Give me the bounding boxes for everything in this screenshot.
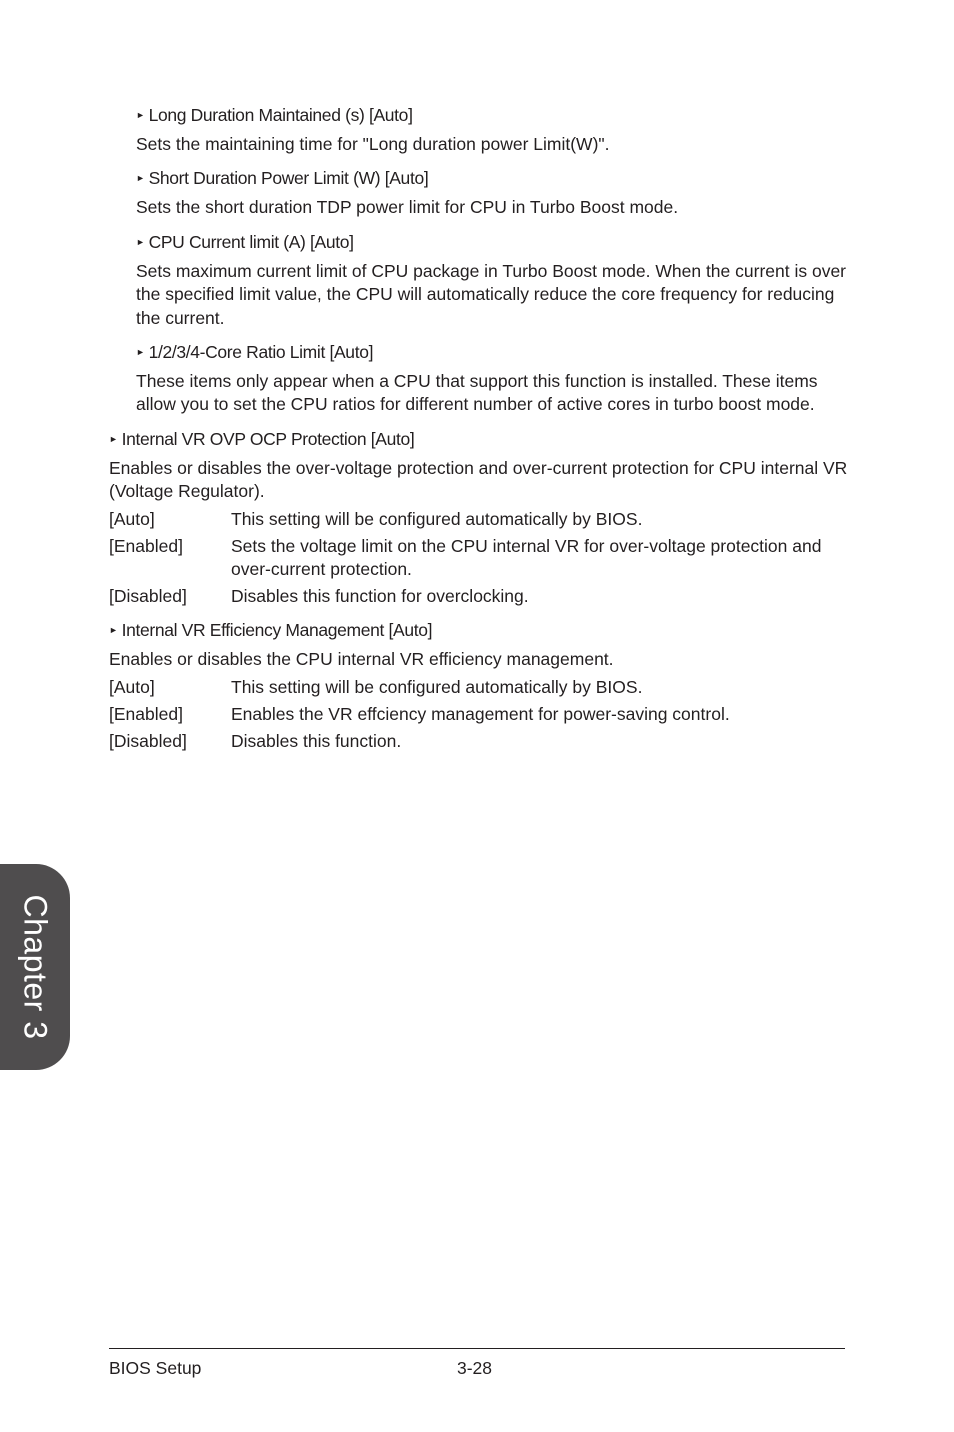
item-heading: [109, 428, 849, 453]
sub-item: [136, 231, 849, 330]
item-title: Short Duration Power Limit (W) [Auto]: [148, 168, 429, 189]
item-title: Long Duration Maintained (s) [Auto]: [148, 105, 413, 125]
item-description: Sets the maintaining time for "Long duration power Limit(W)".: [136, 134, 610, 154]
item-title: Internal VR OVP OCP Protection [Auto]: [121, 428, 415, 449]
option-key: [Disabled]: [109, 730, 187, 751]
footer-section-title: BIOS Setup: [109, 1358, 202, 1378]
option-key: [Enabled]: [109, 535, 183, 556]
item-title: Internal VR Efficiency Management [Auto]: [121, 620, 433, 641]
sub-item: [136, 341, 849, 417]
page-number: 3-28: [457, 1358, 493, 1378]
option-description: Enables the VR effciency management for power-saving control.: [231, 703, 730, 724]
option-key: [Enabled]: [109, 703, 183, 724]
triangle-right-icon: ►: [109, 433, 118, 444]
chapter-tab: [0, 864, 70, 1070]
option-description: Disables this function.: [231, 730, 402, 751]
option-row: [109, 585, 849, 608]
item-heading: [136, 167, 849, 192]
chapter-label: Chapter 3: [17, 894, 54, 1040]
footer-divider: [109, 1348, 845, 1349]
triangle-right-icon: ►: [136, 347, 145, 358]
sub-item: [136, 104, 849, 156]
option-row: [109, 535, 849, 582]
item-heading: [136, 341, 849, 366]
option-list: [109, 508, 849, 609]
option-key: [Auto]: [109, 676, 155, 697]
option-row: [109, 676, 849, 699]
item-description: Sets the short duration TDP power limit for CPU in Turbo Boost mode.: [136, 197, 679, 218]
setting-item: [109, 619, 849, 753]
triangle-right-icon: ►: [136, 236, 145, 247]
option-row: [109, 730, 849, 753]
option-list: [109, 676, 849, 753]
item-description: These items only appear when a CPU that support this function is installed. These items allow you to set the CPU ratios for different number of active cores in turbo boost mode.: [136, 371, 818, 415]
option-row: [109, 703, 849, 726]
manual-content: [109, 104, 849, 764]
option-row: [109, 508, 849, 531]
item-description: Sets maximum current limit of CPU package in Turbo Boost mode. When the current is over the specified limit value, the CPU will automatically reduce the core frequency for reducing the current.: [136, 260, 847, 328]
option-description: This setting will be configured automatically by BIOS.: [231, 676, 643, 697]
item-heading: [136, 104, 849, 129]
option-key: [Disabled]: [109, 585, 187, 606]
item-heading: [109, 619, 849, 644]
triangle-right-icon: ►: [136, 173, 145, 184]
item-title: 1/2/3/4-Core Ratio Limit [Auto]: [148, 342, 374, 363]
sub-item-list: [136, 104, 849, 417]
option-description: Disables this function for overclocking.: [231, 585, 529, 606]
item-title: CPU Current limit (A) [Auto]: [148, 231, 354, 252]
triangle-right-icon: ►: [109, 625, 118, 636]
item-description: Enables or disables the over-voltage protection and over-current protection for CPU internal VR (Voltage Regulator).: [109, 457, 848, 502]
option-description: This setting will be configured automatically by BIOS.: [231, 508, 643, 529]
item-heading: [136, 231, 849, 256]
triangle-right-icon: ►: [136, 110, 145, 120]
option-key: [Auto]: [109, 508, 155, 529]
option-description: Sets the voltage limit on the CPU internal VR for over-voltage protection and over-current protection.: [231, 535, 822, 579]
item-description: Enables or disables the CPU internal VR efficiency management.: [109, 649, 614, 670]
setting-item: [109, 428, 849, 608]
sub-item: [136, 167, 849, 219]
